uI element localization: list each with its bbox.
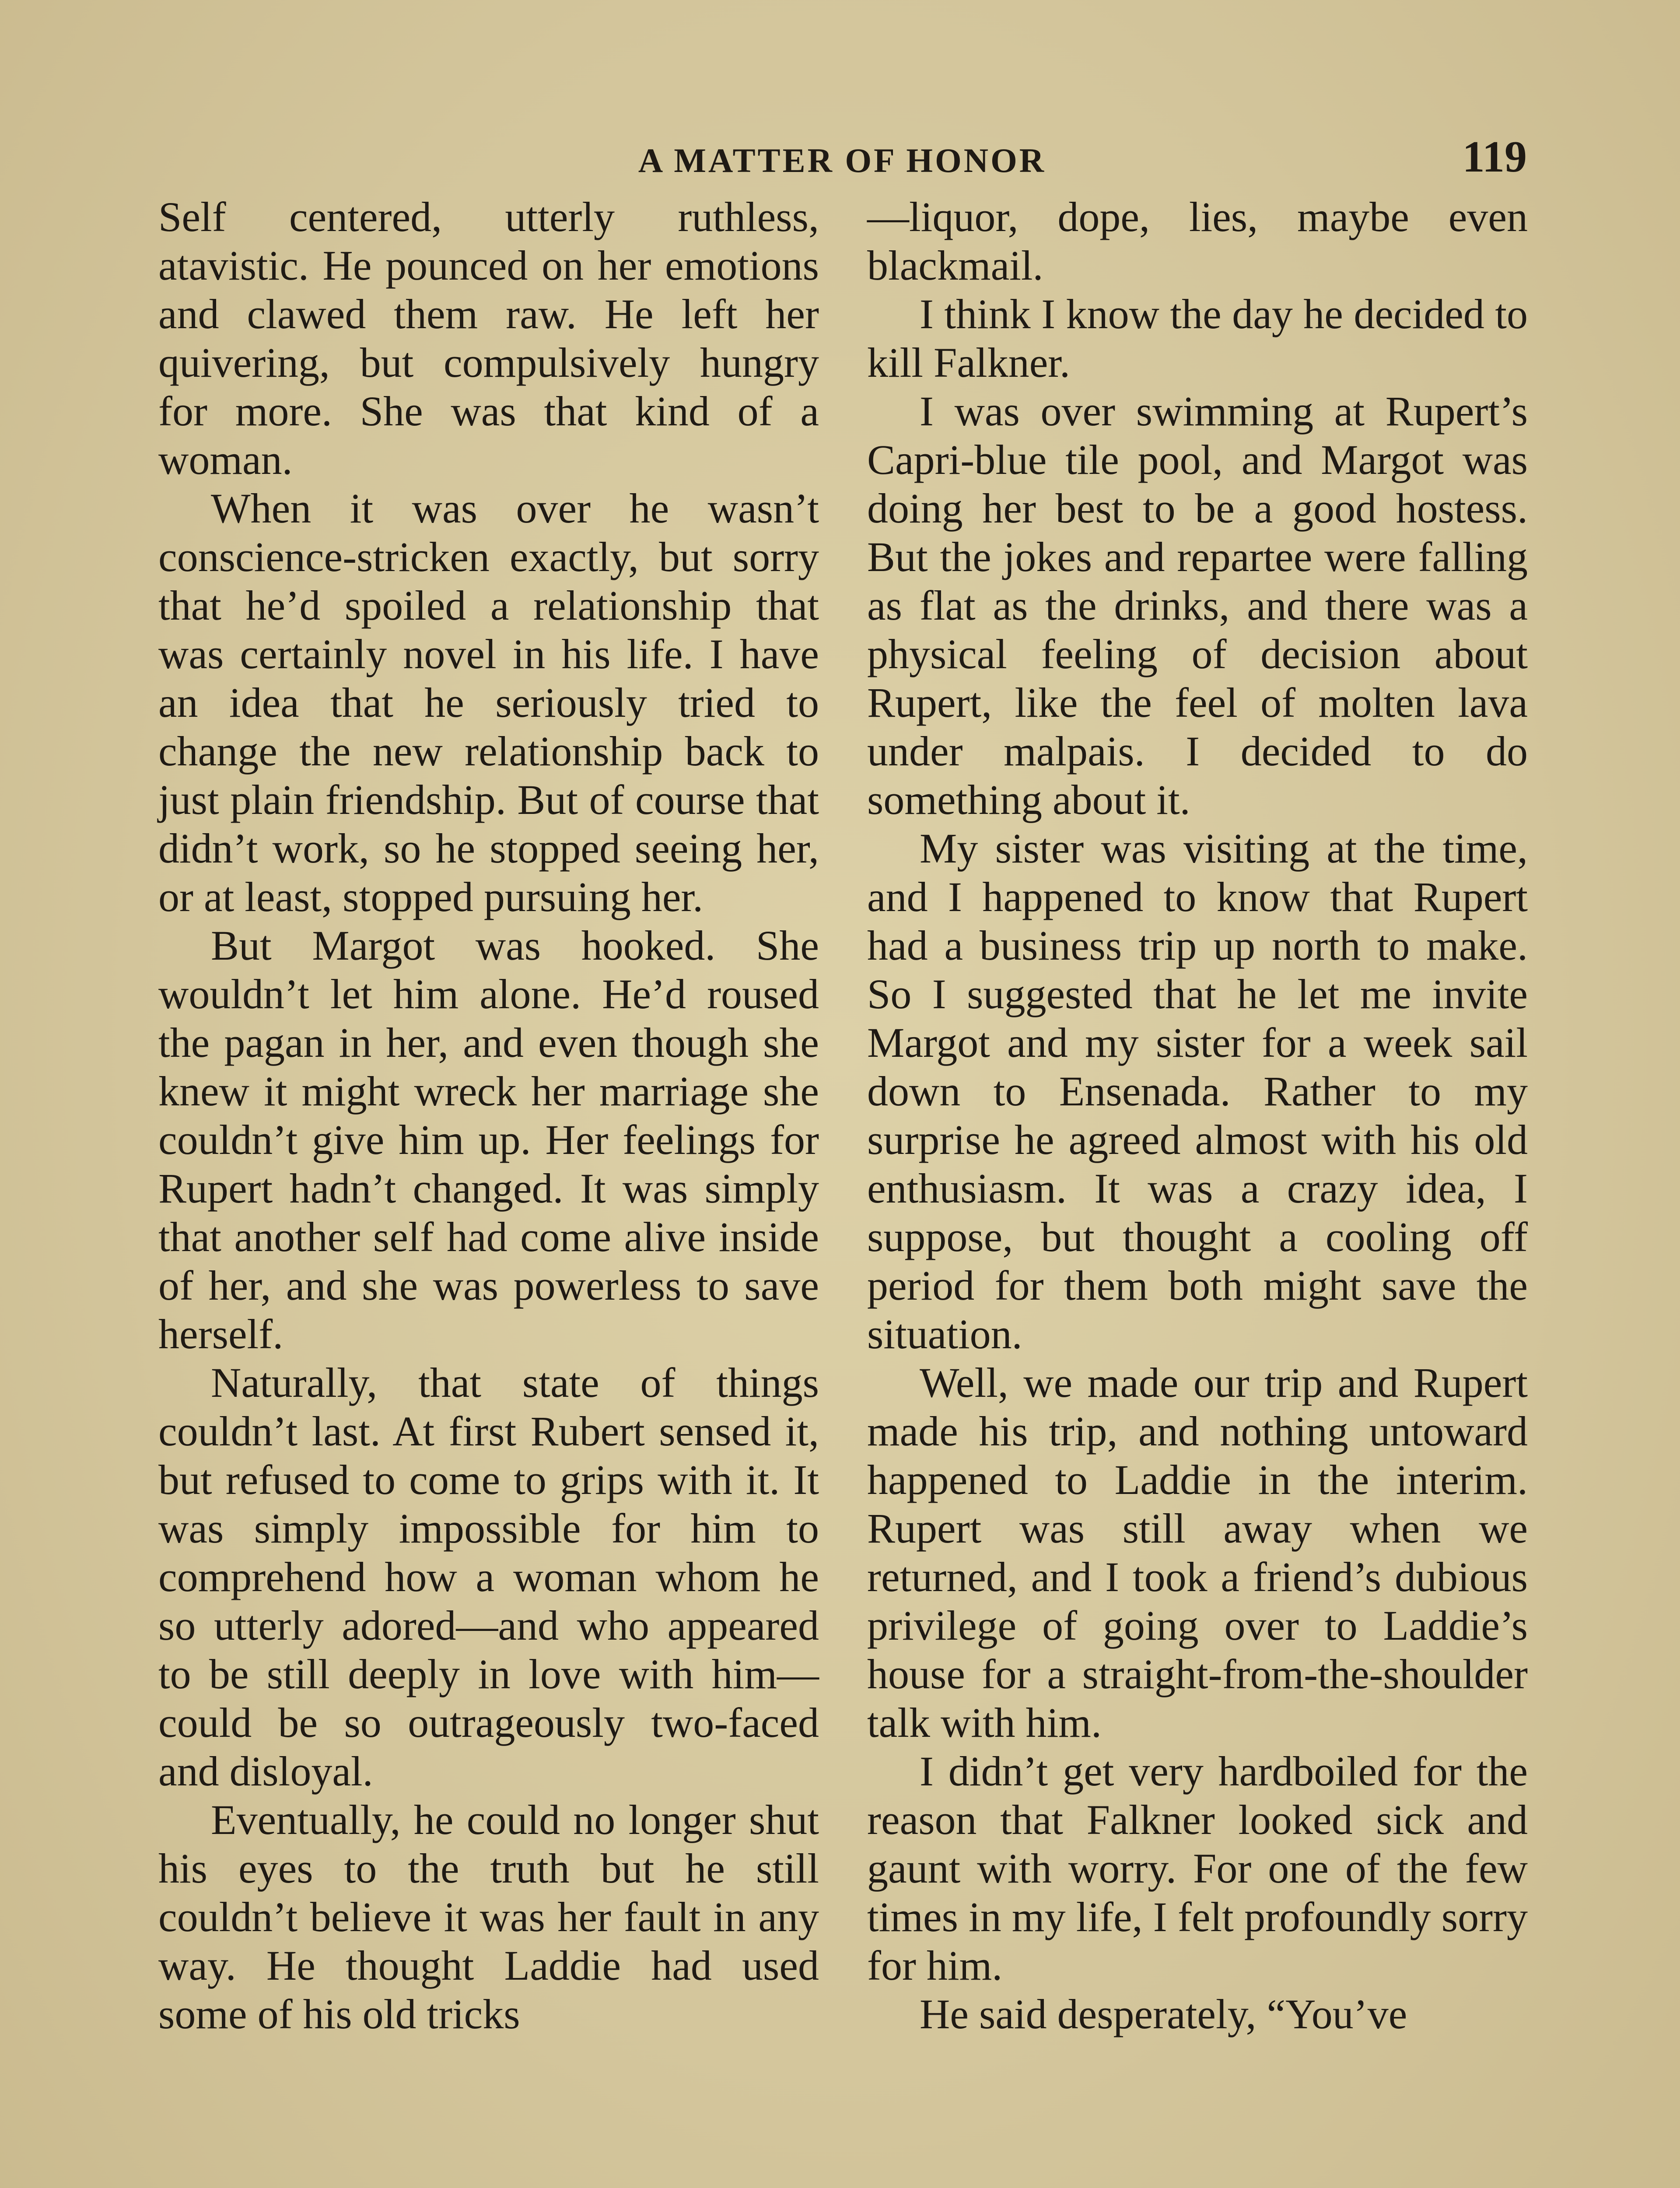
paragraph: When it was over he wasn’t conscience-stricken exactly, but sorry that he’d spoiled a relationship that was certainly novel in his life. I have an idea that he seriously tried to change the new relationship back to just plain friendship. But of course that didn’t work, so he stopped seeing her, or at least, stopped pursuing her.	[158, 485, 819, 920]
paragraph: I didn’t get very hardboiled for the reason that Falkner looked sick and gaunt with worry. For one of the few times in my life, I felt profoundly sorry for him.	[867, 1748, 1528, 1989]
right-column	[867, 193, 1528, 2038]
paragraph: I was over swimming at Rupert’s Capri-blue tile pool, and Margot was doing her best to be a good hostess. But the jokes and repartee were falling as flat as the drinks, and there was a physical feeling of decision about Rupert, like the feel of molten lava under malpais. I decided to do something about it.	[867, 388, 1528, 823]
paragraph: Self centered, utterly ruthless, atavistic. He pounced on her emotions and clawed them raw. He left her quivering, but compulsively hungry for more. She was that kind of a woman.	[158, 193, 819, 483]
paragraph: —liquor, dope, lies, maybe even blackmail.	[867, 193, 1528, 289]
paragraph: Well, we made our trip and Rupert made his trip, and nothing untoward happened to Laddie in the interim. Rupert was still away when we returned, and I took a friend’s dubious privilege of going over to Laddie’s house for a straight-from-the-shoulder talk with him.	[867, 1359, 1528, 1746]
left-column	[158, 193, 819, 2038]
paragraph: Eventually, he could no longer shut his eyes to the truth but he still couldn’t believe it was her fault in any way. He thought Laddie had used some of his old tricks	[158, 1796, 819, 2037]
paragraph: Naturally, that state of things couldn’t last. At first Rubert sensed it, but refused to come to grips with it. It was simply impossible for him to comprehend how a woman whom he so utterly adored—and who appeared to be still deeply in love with him—could be so outrageously two-faced and disloyal.	[158, 1359, 819, 1795]
paragraph: I think I know the day he decided to kill Falkner.	[867, 291, 1528, 386]
paragraph: But Margot was hooked. She wouldn’t let him alone. He’d roused the pagan in her, and even though she knew it might wreck her marriage she couldn’t give him up. Her feelings for Rupert hadn’t changed. It was simply that another self had come alive inside of her, and she was powerless to save herself.	[158, 922, 819, 1357]
paragraph: He said desperately, “You’ve	[920, 1991, 1407, 2037]
page-number: 119	[1462, 132, 1527, 182]
running-header	[158, 131, 1527, 184]
paragraph: My sister was visiting at the time, and I happened to know that Rupert had a business trip up north to make. So I suggested that he let me invite Margot and my sister for a week sail down to Ensenada. Rather to my surprise he agreed almost with his old enthusiasm. It was a crazy idea, I suppose, but thought a cooling off period for them both might save the situation.	[867, 825, 1528, 1357]
running-title: A MATTER OF HONOR	[638, 141, 1046, 179]
